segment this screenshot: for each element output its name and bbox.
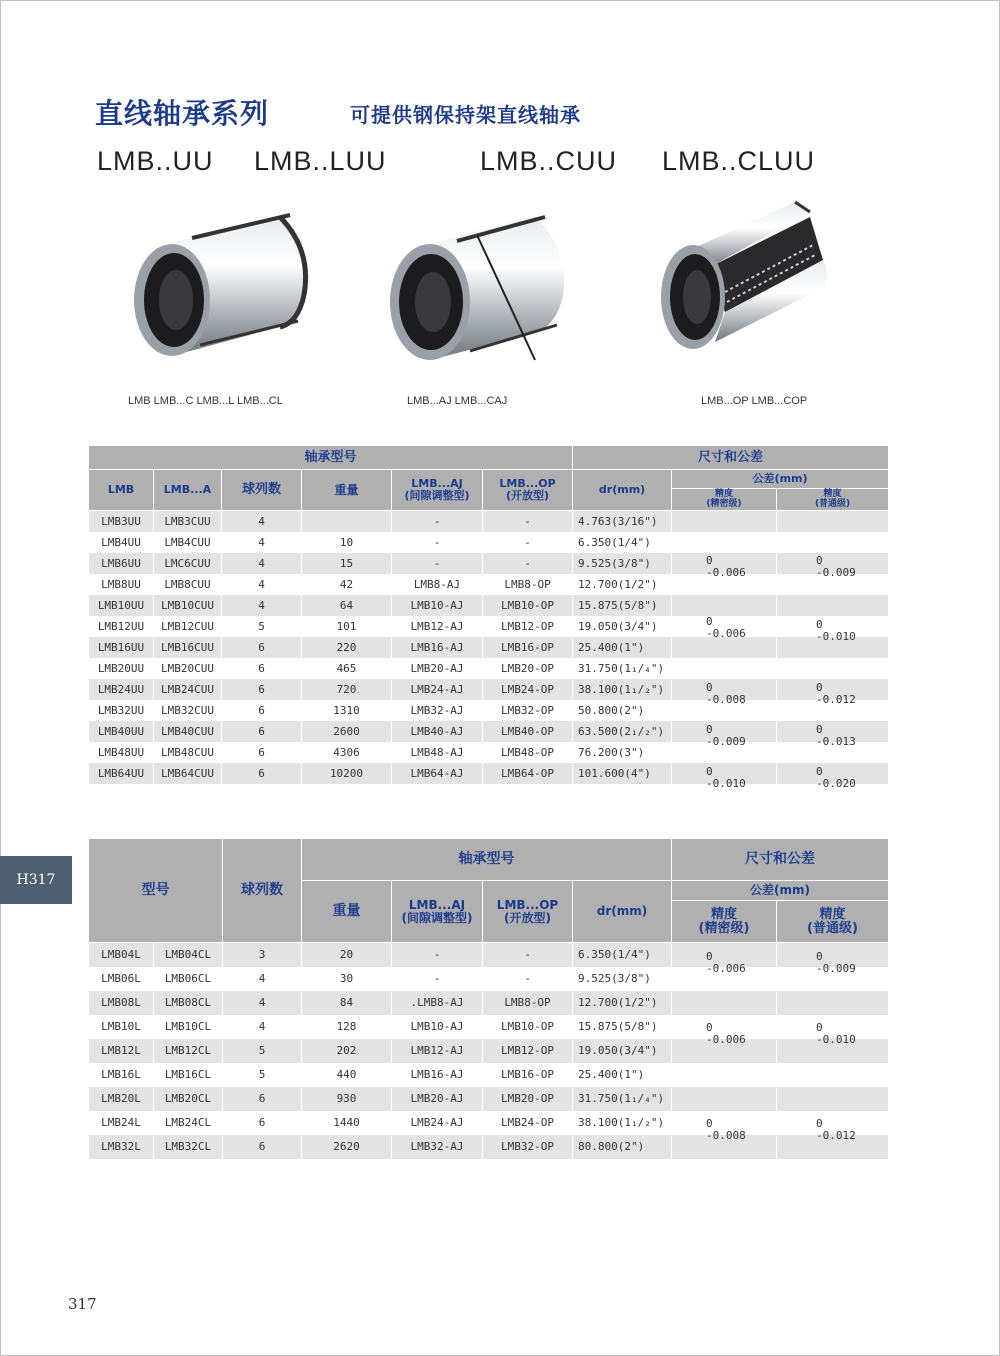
aj-cell: LMB24-AJ <box>392 1111 483 1135</box>
aj-cell: - <box>392 511 483 532</box>
page-title: 直线轴承系列 <box>95 97 270 130</box>
balls-cell: 3 <box>223 943 302 967</box>
model-a-cell: LMB4UU <box>89 532 154 553</box>
dr-cell: 6.350(1/4") <box>573 532 672 553</box>
table-row <box>89 700 889 721</box>
table-row <box>89 1039 889 1063</box>
table-row <box>89 511 889 532</box>
aj-cell: LMB32-AJ <box>392 700 483 721</box>
table2-tol-norm-3: 0 -0.012 <box>816 1117 856 1142</box>
model-label-cuu: LMB..CUU <box>480 146 618 176</box>
model-a-cell: LMB24L <box>89 1111 154 1135</box>
balls-cell: 6 <box>222 763 302 784</box>
table2-col-balls: 球列数 <box>223 839 302 943</box>
dr-cell: 19.050(3/4") <box>573 1039 672 1063</box>
balls-cell: 4 <box>223 1015 302 1039</box>
table1-tol-norm-1: 0 -0.009 <box>816 554 856 579</box>
weight-cell: 930 <box>302 1087 392 1111</box>
aj-cell: LMB8-AJ <box>392 574 483 595</box>
model-b-cell: LMB20CL <box>154 1087 223 1111</box>
aj-cell: LMB20-AJ <box>392 1087 483 1111</box>
weight-cell: 101 <box>302 616 392 637</box>
table1-tol-norm-3: 0 -0.012 <box>816 681 856 706</box>
aj-cell: - <box>392 943 483 967</box>
table-row <box>89 1015 889 1039</box>
op-cell: LMB48-OP <box>483 742 573 763</box>
balls-cell: 6 <box>223 1087 302 1111</box>
dr-cell: 15.875(5/8") <box>573 1015 672 1039</box>
dr-cell: 31.750(1₁/₄") <box>573 1087 672 1111</box>
op-cell: LMB40-OP <box>483 721 573 742</box>
table1-col-norm: 精度 (普通级) <box>777 489 889 511</box>
op-cell: LMB16-OP <box>483 1063 573 1087</box>
model-a-cell: LMB32UU <box>89 700 154 721</box>
op-cell: - <box>483 532 573 553</box>
op-cell: LMB12-OP <box>483 616 573 637</box>
table-row <box>89 763 889 784</box>
weight-cell: 2620 <box>302 1135 392 1159</box>
aj-cell: LMB32-AJ <box>392 1135 483 1159</box>
caption-adjustable: LMB...AJ LMB...CAJ <box>407 395 508 407</box>
table-row <box>89 637 889 658</box>
norm-tolerance-cell <box>777 595 889 616</box>
dr-cell: 19.050(3/4") <box>573 616 672 637</box>
op-cell: - <box>483 943 573 967</box>
model-a-cell: LMB12L <box>89 1039 154 1063</box>
table1-tol-prec-1: 0 -0.006 <box>706 554 746 579</box>
table2-col-tol: 公差(mm) <box>672 881 889 901</box>
model-a-cell: LMB06L <box>89 967 154 991</box>
dr-cell: 101.600(4") <box>573 763 672 784</box>
table1-col-op: LMB...OP (开放型) <box>483 470 573 511</box>
model-b-cell: LMB32CUU <box>154 700 222 721</box>
table1-tol-norm-5: 0 -0.020 <box>816 765 856 790</box>
weight-cell: 4306 <box>302 742 392 763</box>
weight-cell: 15 <box>302 553 392 574</box>
model-a-cell: LMB16UU <box>89 637 154 658</box>
bearing-image-adjustable <box>385 205 580 369</box>
model-b-cell: LMB3CUU <box>154 511 222 532</box>
aj-cell: LMB12-AJ <box>392 616 483 637</box>
balls-cell: 6 <box>222 679 302 700</box>
op-cell: LMB16-OP <box>483 637 573 658</box>
model-b-cell: LMB16CUU <box>154 637 222 658</box>
op-cell: LMB12-OP <box>483 1039 573 1063</box>
table2-tol-norm-1: 0 -0.009 <box>816 950 856 975</box>
table1-group-left: 轴承型号 <box>89 446 573 470</box>
model-label-uu: LMB..UU <box>97 146 214 176</box>
table1-col-lmba: LMB...A <box>154 470 222 511</box>
balls-cell: 6 <box>223 1135 302 1159</box>
table2-group-left: 轴承型号 <box>302 839 672 881</box>
dr-cell: 15.875(5/8") <box>573 595 672 616</box>
table-row <box>89 595 889 616</box>
dr-cell: 4.763(3/16") <box>573 511 672 532</box>
model-b-cell: LMB20CUU <box>154 658 222 679</box>
weight-cell: 1310 <box>302 700 392 721</box>
model-a-cell: LMB8UU <box>89 574 154 595</box>
norm-tolerance-cell <box>777 658 889 679</box>
op-cell: LMB32-OP <box>483 700 573 721</box>
table1-col-dr: dr(mm) <box>573 470 672 511</box>
model-b-cell: LMB06CL <box>154 967 223 991</box>
table1-tol-prec-5: 0 -0.010 <box>706 765 746 790</box>
weight-cell: 84 <box>302 991 392 1015</box>
op-cell: LMB24-OP <box>483 1111 573 1135</box>
table-row <box>89 967 889 991</box>
table2-col-weight: 重量 <box>302 881 392 943</box>
balls-cell: 4 <box>222 511 302 532</box>
model-a-cell: LMB12UU <box>89 616 154 637</box>
table-row <box>89 679 889 700</box>
prec-tolerance-cell <box>672 991 777 1015</box>
weight-cell: 20 <box>302 943 392 967</box>
model-b-cell: LMC6CUU <box>154 553 222 574</box>
balls-cell: 4 <box>222 553 302 574</box>
model-b-cell: LMB24CUU <box>154 679 222 700</box>
dr-cell: 38.100(1₁/₂") <box>573 679 672 700</box>
op-cell: LMB10-OP <box>483 1015 573 1039</box>
model-b-cell: LMB24CL <box>154 1111 223 1135</box>
model-a-cell: LMB32L <box>89 1135 154 1159</box>
aj-cell: - <box>392 532 483 553</box>
balls-cell: 6 <box>223 1111 302 1135</box>
norm-tolerance-cell <box>777 511 889 532</box>
table-row <box>89 553 889 574</box>
table-row <box>89 658 889 679</box>
aj-cell: LMB16-AJ <box>392 1063 483 1087</box>
spec-table-uu <box>88 445 889 784</box>
side-tab: H317 <box>0 856 72 904</box>
dr-cell: 12.700(1/2") <box>573 991 672 1015</box>
prec-tolerance-cell <box>672 1087 777 1111</box>
norm-tolerance-cell <box>777 1063 889 1087</box>
table2-tol-prec-2: 0 -0.006 <box>706 1021 746 1046</box>
weight-cell: 465 <box>302 658 392 679</box>
table2-tol-prec-1: 0 -0.006 <box>706 950 746 975</box>
model-label-luu: LMB..LUU <box>254 146 387 176</box>
op-cell: - <box>483 511 573 532</box>
table-row <box>89 742 889 763</box>
weight-cell: 128 <box>302 1015 392 1039</box>
model-a-cell: LMB6UU <box>89 553 154 574</box>
op-cell: LMB8-OP <box>483 991 573 1015</box>
table-row <box>89 1111 889 1135</box>
table2-col-norm: 精度 (普通级) <box>777 901 889 943</box>
model-a-cell: LMB10L <box>89 1015 154 1039</box>
norm-tolerance-cell <box>777 532 889 553</box>
caption-closed: LMB LMB...C LMB...L LMB...CL <box>128 395 283 407</box>
page-number: 317 <box>68 1295 97 1313</box>
norm-tolerance-cell <box>777 991 889 1015</box>
model-b-cell: LMB8CUU <box>154 574 222 595</box>
dr-cell: 9.525(3/8") <box>573 553 672 574</box>
model-b-cell: LMB04CL <box>154 943 223 967</box>
balls-cell: 5 <box>223 1063 302 1087</box>
table1-group-right: 尺寸和公差 <box>573 446 889 470</box>
model-a-cell: LMB20L <box>89 1087 154 1111</box>
table2-tol-norm-2: 0 -0.010 <box>816 1021 856 1046</box>
table1-col-lmb: LMB <box>89 470 154 511</box>
balls-cell: 4 <box>223 967 302 991</box>
table2-tol-prec-3: 0 -0.008 <box>706 1117 746 1142</box>
bearing-image-open <box>655 192 840 366</box>
balls-cell: 4 <box>222 595 302 616</box>
table1-tol-norm-2: 0 -0.010 <box>816 618 856 643</box>
table2-col-op: LMB...OP (开放型) <box>483 881 573 943</box>
op-cell: LMB10-OP <box>483 595 573 616</box>
dr-cell: 9.525(3/8") <box>573 967 672 991</box>
model-b-cell: LMB12CUU <box>154 616 222 637</box>
dr-cell: 76.200(3") <box>573 742 672 763</box>
dr-cell: 6.350(1/4") <box>573 943 672 967</box>
weight-cell: 10 <box>302 532 392 553</box>
aj-cell: .LMB8-AJ <box>392 991 483 1015</box>
model-b-cell: LMB10CUU <box>154 595 222 616</box>
balls-cell: 6 <box>222 742 302 763</box>
model-a-cell: LMB48UU <box>89 742 154 763</box>
prec-tolerance-cell <box>672 595 777 616</box>
aj-cell: LMB16-AJ <box>392 637 483 658</box>
weight-cell: 30 <box>302 967 392 991</box>
norm-tolerance-cell <box>777 1087 889 1111</box>
model-b-cell: LMB12CL <box>154 1039 223 1063</box>
aj-cell: LMB64-AJ <box>392 763 483 784</box>
model-b-cell: LMB4CUU <box>154 532 222 553</box>
weight-cell: 10200 <box>302 763 392 784</box>
op-cell: - <box>483 967 573 991</box>
table2-col-prec: 精度 (精密级) <box>672 901 777 943</box>
balls-cell: 6 <box>222 700 302 721</box>
table1-col-balls: 球列数 <box>222 470 302 511</box>
aj-cell: LMB10-AJ <box>392 1015 483 1039</box>
page-subtitle: 可提供钢保持架直线轴承 <box>350 103 581 127</box>
aj-cell: LMB10-AJ <box>392 595 483 616</box>
table1-col-weight: 重量 <box>302 470 392 511</box>
aj-cell: LMB48-AJ <box>392 742 483 763</box>
caption-open: LMB...OP LMB...COP <box>701 395 808 407</box>
table-row <box>89 991 889 1015</box>
balls-cell: 6 <box>222 637 302 658</box>
table-row <box>89 532 889 553</box>
model-b-cell: LMB48CUU <box>154 742 222 763</box>
table2-col-dr: dr(mm) <box>573 881 672 943</box>
model-b-cell: LMB10CL <box>154 1015 223 1039</box>
weight-cell: 720 <box>302 679 392 700</box>
table1-tol-prec-3: 0 -0.008 <box>706 681 746 706</box>
op-cell: - <box>483 553 573 574</box>
dr-cell: 31.750(1₁/₄") <box>573 658 672 679</box>
weight-cell <box>302 511 392 532</box>
model-a-cell: LMB40UU <box>89 721 154 742</box>
dr-cell: 63.500(2₁/₂") <box>573 721 672 742</box>
prec-tolerance-cell <box>672 532 777 553</box>
prec-tolerance-cell <box>672 1063 777 1087</box>
aj-cell: - <box>392 967 483 991</box>
table-row <box>89 943 889 967</box>
table2-col-aj: LMB...AJ (间隙调整型) <box>392 881 483 943</box>
table1-col-prec: 精度 (精密级) <box>672 489 777 511</box>
dr-cell: 50.800(2") <box>573 700 672 721</box>
model-a-cell: LMB04L <box>89 943 154 967</box>
model-b-cell: LMB64CUU <box>154 763 222 784</box>
model-b-cell: LMB08CL <box>154 991 223 1015</box>
aj-cell: LMB24-AJ <box>392 679 483 700</box>
model-a-cell: LMB24UU <box>89 679 154 700</box>
balls-cell: 6 <box>222 721 302 742</box>
weight-cell: 42 <box>302 574 392 595</box>
model-a-cell: LMB20UU <box>89 658 154 679</box>
table1-tol-prec-2: 0 -0.006 <box>706 615 746 640</box>
table-row <box>89 574 889 595</box>
model-a-cell: LMB64UU <box>89 763 154 784</box>
balls-cell: 4 <box>222 532 302 553</box>
op-cell: LMB8-OP <box>483 574 573 595</box>
op-cell: LMB24-OP <box>483 679 573 700</box>
aj-cell: LMB40-AJ <box>392 721 483 742</box>
model-a-cell: LMB16L <box>89 1063 154 1087</box>
table-row <box>89 1135 889 1159</box>
op-cell: LMB20-OP <box>483 658 573 679</box>
dr-cell: 38.100(1₁/₂") <box>573 1111 672 1135</box>
balls-cell: 5 <box>223 1039 302 1063</box>
balls-cell: 4 <box>222 574 302 595</box>
table1-col-aj: LMB...AJ (间隙调整型) <box>392 470 483 511</box>
table1-tol-norm-4: 0 -0.013 <box>816 723 856 748</box>
balls-cell: 6 <box>222 658 302 679</box>
spec-table-l <box>88 838 889 1159</box>
table1-col-tol: 公差(mm) <box>672 470 889 489</box>
model-a-cell: LMB08L <box>89 991 154 1015</box>
dr-cell: 12.700(1/2") <box>573 574 672 595</box>
op-cell: LMB20-OP <box>483 1087 573 1111</box>
model-a-cell: LMB3UU <box>89 511 154 532</box>
weight-cell: 64 <box>302 595 392 616</box>
table1-tol-prec-4: 0 -0.009 <box>706 723 746 748</box>
dr-cell: 25.400(1") <box>573 1063 672 1087</box>
dr-cell: 25.400(1") <box>573 637 672 658</box>
table2-col-model: 型号 <box>89 839 223 943</box>
table-row <box>89 1087 889 1111</box>
model-label-cluu: LMB..CLUU <box>662 146 816 176</box>
model-b-cell: LMB32CL <box>154 1135 223 1159</box>
aj-cell: LMB12-AJ <box>392 1039 483 1063</box>
aj-cell: LMB20-AJ <box>392 658 483 679</box>
weight-cell: 440 <box>302 1063 392 1087</box>
op-cell: LMB64-OP <box>483 763 573 784</box>
weight-cell: 2600 <box>302 721 392 742</box>
prec-tolerance-cell <box>672 511 777 532</box>
aj-cell: - <box>392 553 483 574</box>
balls-cell: 4 <box>223 991 302 1015</box>
table-row <box>89 721 889 742</box>
table-row <box>89 1063 889 1087</box>
bearing-image-closed <box>130 205 320 364</box>
op-cell: LMB32-OP <box>483 1135 573 1159</box>
weight-cell: 220 <box>302 637 392 658</box>
model-a-cell: LMB10UU <box>89 595 154 616</box>
table2-group-right: 尺寸和公差 <box>672 839 889 881</box>
dr-cell: 80.800(2") <box>573 1135 672 1159</box>
model-b-cell: LMB16CL <box>154 1063 223 1087</box>
balls-cell: 5 <box>222 616 302 637</box>
weight-cell: 1440 <box>302 1111 392 1135</box>
table-row <box>89 616 889 637</box>
weight-cell: 202 <box>302 1039 392 1063</box>
prec-tolerance-cell <box>672 658 777 679</box>
model-b-cell: LMB40CUU <box>154 721 222 742</box>
